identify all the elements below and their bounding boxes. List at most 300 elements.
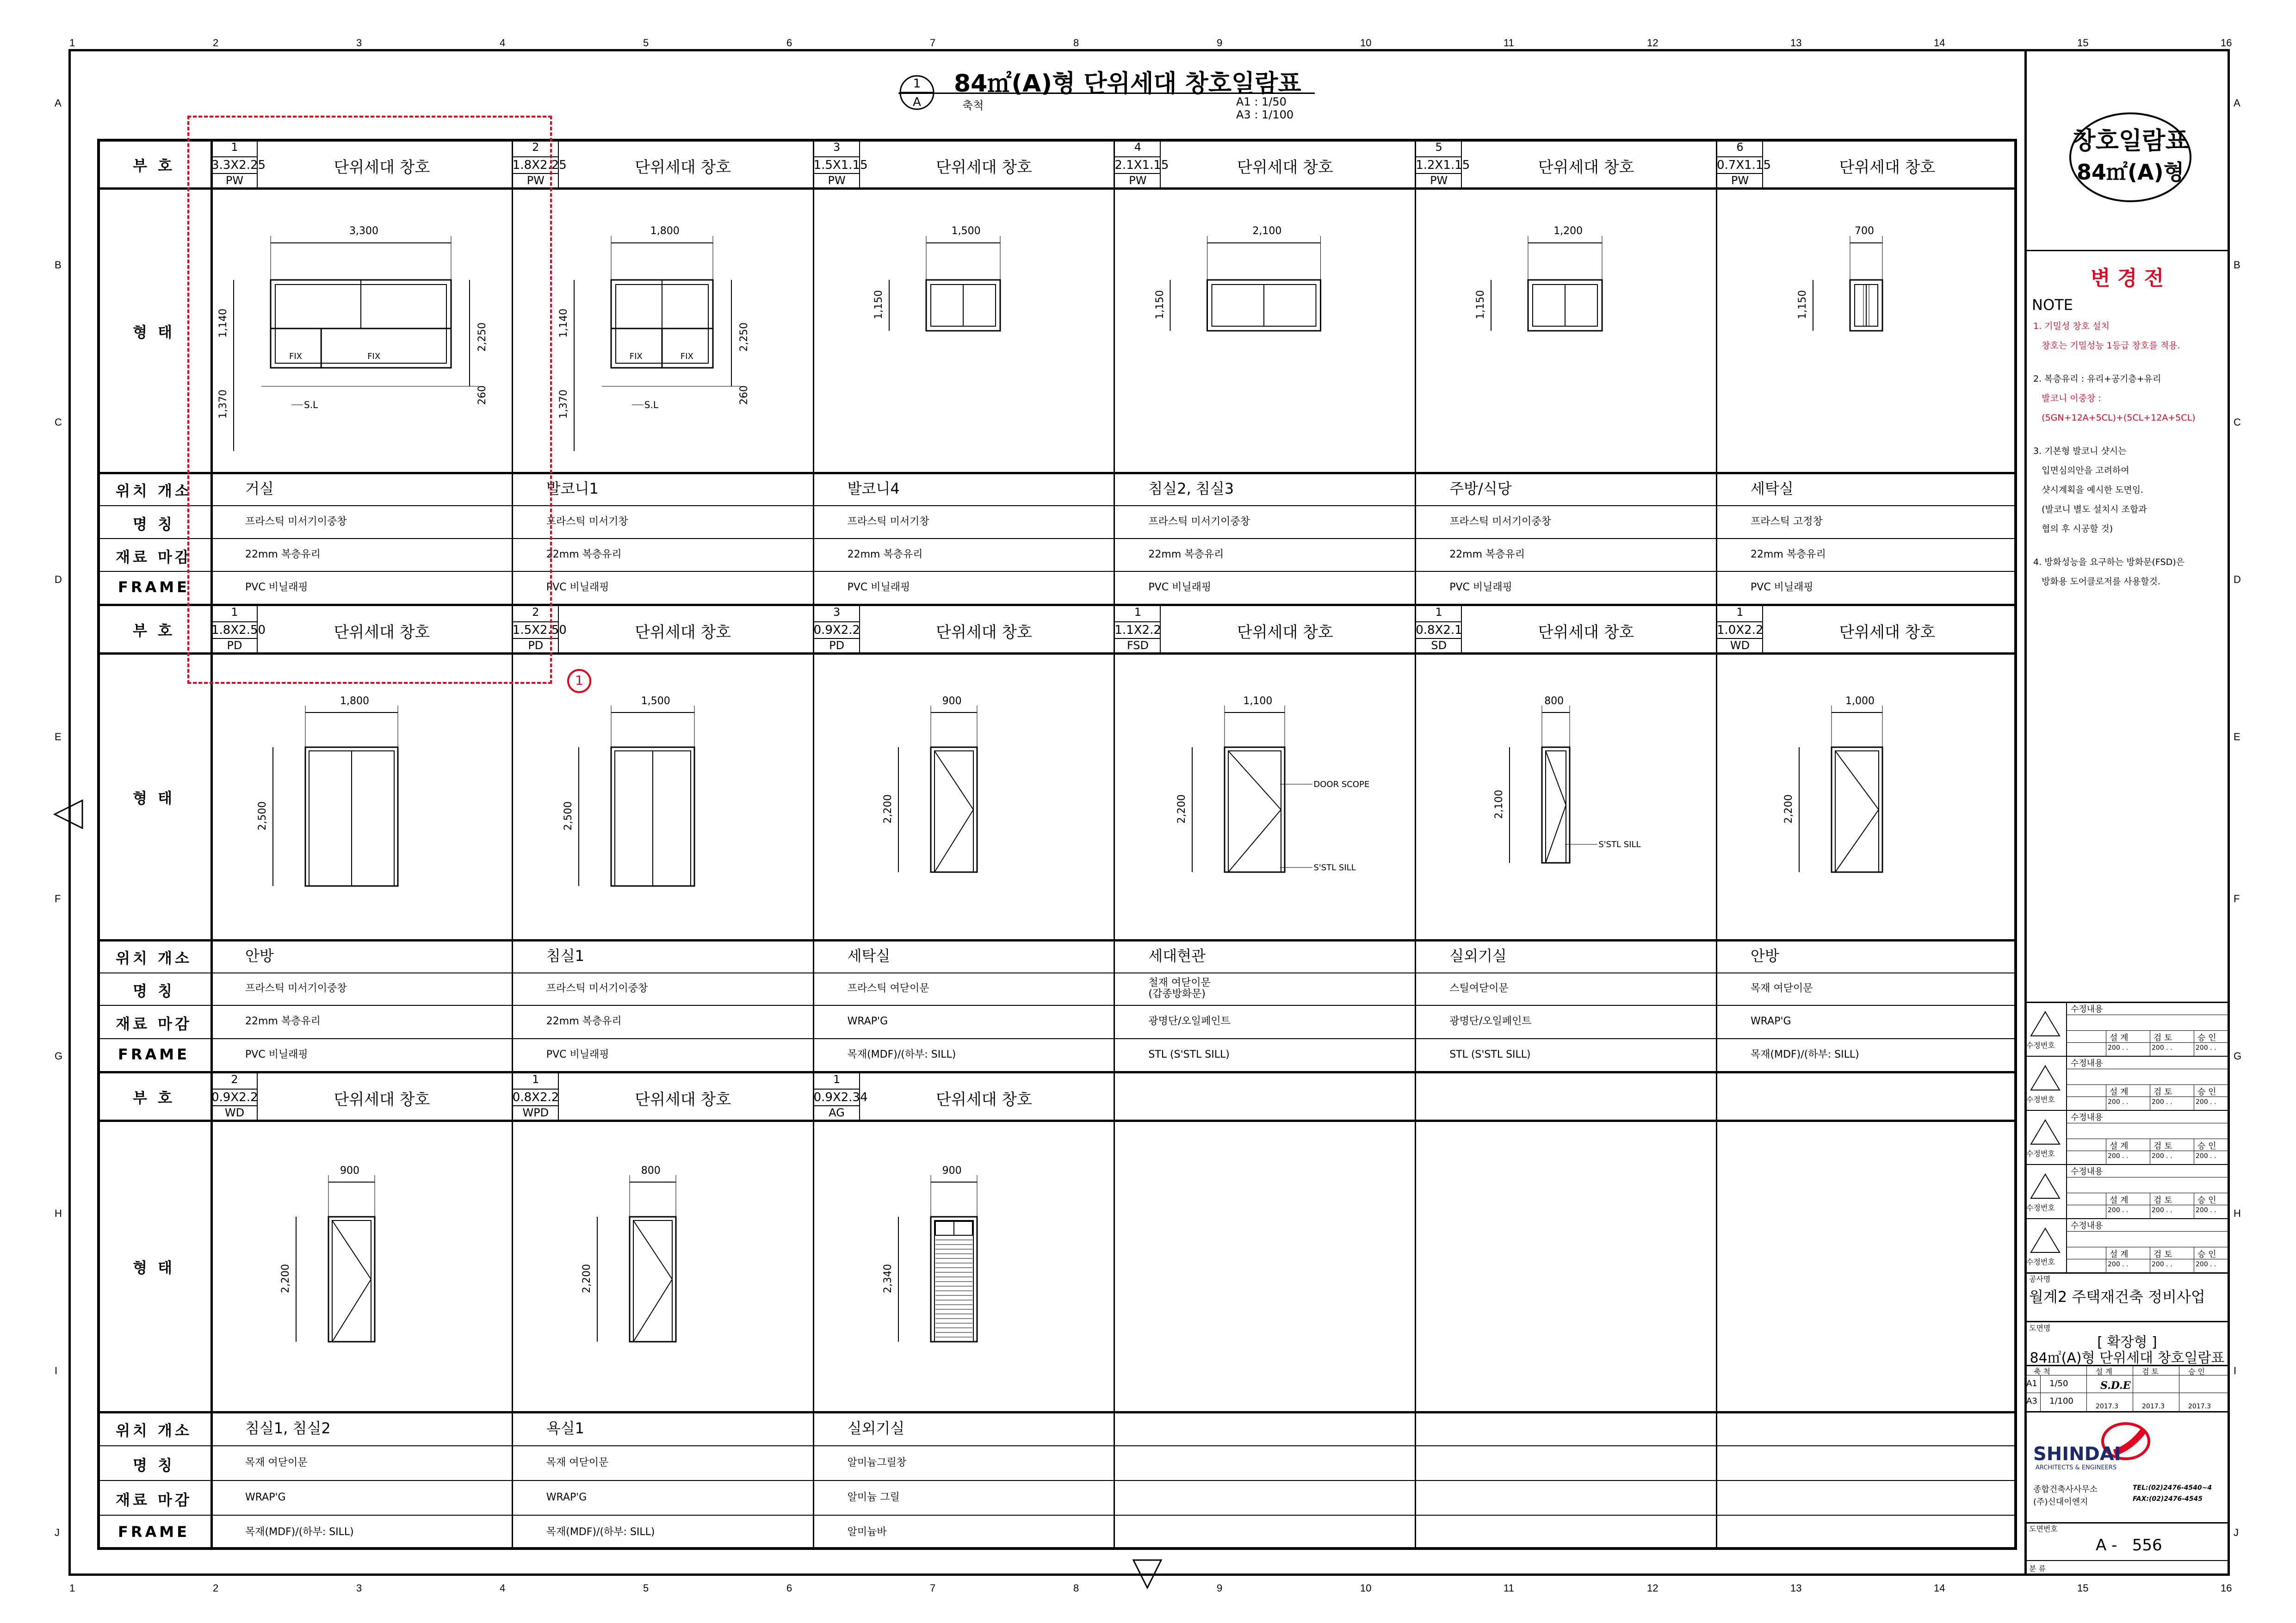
table-rule [1114,1071,1115,1550]
item-code-number: 3 [833,141,841,154]
dimension-label: 1,100 [1243,695,1273,707]
note-line: 입면심의안을 고려하여 [2033,465,2129,476]
item-location: 세탁실 [1751,480,1794,497]
item-frame: 알미늄바 [847,1526,887,1538]
item-frame: PVC 비닐래핑 [546,581,609,593]
drawing-line [1228,810,1281,872]
row-label-code: 부 호 [133,1089,175,1107]
item-drawing [512,1120,812,1411]
rule [2024,1321,2230,1322]
drawing-rect [934,1220,973,1342]
item-code-size: 0.7X1.15 [1717,156,1763,174]
dimension-label: 1,800 [650,225,680,237]
item-code-number: 6 [1736,141,1744,154]
company-name: SHINDAI [2033,1443,2121,1465]
revision-date: 200 . . [2196,1098,2216,1106]
grid-row-label: F [2234,893,2240,904]
revision-no-label: 수정번호 [2026,1041,2055,1050]
revision-col-label: 설 계 [2110,1033,2129,1043]
row-label-material: 재료 마감 [116,1491,192,1509]
dimension-label: 2,250 [738,322,750,352]
grid-col-label: 16 [2221,37,2232,49]
item-material: WRAP'G [1751,1016,1791,1027]
item-frame: PVC 비닐래핑 [847,581,910,593]
dimension-label: 2,500 [257,801,268,830]
row-label-location: 위치 개소 [116,1422,192,1439]
elevation-drawing [210,1120,511,1411]
dimension-label: 260 [477,385,488,405]
revision-col-label: 검 토 [2154,1250,2172,1259]
item-frame: 목재(MDF)/(하부: SILL) [245,1526,354,1538]
revision-date: 200 . . [2152,1261,2172,1268]
grid-col-label: 15 [2077,1582,2089,1594]
scale-header: 축 척 [2034,1367,2050,1376]
item-material: 22mm 복층유리 [245,548,321,560]
scale-a3-label: A3 [2026,1396,2037,1406]
item-drawing [1716,187,2017,472]
row-label-name: 명 칭 [133,982,175,1000]
dimension-label: DOOR SCOPE [1313,780,1370,789]
drawing-line [633,1220,672,1279]
row-label-code: 부 호 [133,621,175,639]
item-drawing [813,1120,1114,1411]
scale-header: 검 토 [2142,1367,2159,1376]
scale-a1-value: 1/50 [2049,1379,2068,1388]
drawing-line [934,751,973,810]
note-line: 협의 후 시공할 것) [2033,524,2113,534]
item-material: WRAP'G [847,1016,888,1027]
drawing-rect [1832,747,1882,872]
dimension-label: 2,200 [1783,794,1795,824]
table-rule [1716,1071,1717,1550]
drawing-line [332,1220,371,1279]
dimension-label: FIX [367,352,381,361]
item-code-number: 1 [1134,606,1142,619]
drawing-rect [1835,751,1879,872]
item-material: 알미늄 그릴 [847,1491,900,1503]
grid-row-label: J [55,1527,60,1538]
item-code [513,1072,559,1123]
item-header: 단위세대 창호 [1237,158,1333,177]
item-name: 철재 여닫이문 [1148,977,1211,989]
revision-date: 200 . . [2108,1261,2129,1268]
dimension-label: S'STL SILL [1313,863,1356,873]
table-rule [97,1038,2017,1039]
drawing-rect [1546,751,1566,863]
item-drawing [512,652,812,939]
item-code-number: 2 [532,606,539,619]
item-drawing [1114,187,1414,472]
dimension-label: 2,100 [1252,225,1282,237]
sheet-number: A - 556 [2096,1536,2162,1555]
grid-col-label: 8 [1073,1582,1079,1594]
grid-row-label: F [55,893,61,904]
item-code-size: 1.1X2.2 [1114,621,1161,639]
grid-row-label: A [55,97,62,109]
dimension-label: 260 [738,385,750,405]
revision-date: 200 . . [2108,1098,2129,1106]
item-name: 프라스틱 고정창 [1751,515,1823,527]
dimension-label: 1,500 [641,695,670,707]
dimension-label: 900 [942,1165,962,1177]
dimension-label: S.L [644,399,658,410]
table-rule [97,1480,2017,1481]
item-code-size: 0.9X2.34 [814,1089,860,1106]
drawing-line [1228,751,1281,810]
item-location: 침실1, 침실2 [245,1419,331,1437]
sign-date: 2017.3 [2188,1403,2211,1410]
table-rule [97,1515,2017,1516]
note-line: 3. 기본형 발코니 샷시는 [2033,446,2127,456]
item-code-type: WD [224,1106,245,1119]
grid-col-label: 14 [1934,37,1945,49]
drawing-rect [934,751,973,872]
item-location: 주방/식당 [1449,480,1512,497]
item-code [211,1072,258,1123]
dimension-label: FIX [289,352,302,361]
revision-label: 수정내용 [2071,1113,2103,1122]
revision-date: 200 . . [2108,1044,2129,1052]
revision-no-label: 수정번호 [2026,1258,2055,1266]
drawing-line [1546,805,1566,863]
drawing-rect [1228,751,1281,872]
grid-col-label: 4 [500,37,506,49]
dimension-label: S.L [304,399,318,410]
item-code-border [513,1072,559,1121]
grid-col-label: 9 [1217,1582,1223,1594]
revision-date: 200 . . [2152,1098,2172,1106]
revision-date: 200 . . [2196,1044,2216,1052]
revision-col-label: 검 토 [2154,1196,2172,1205]
center-mark-left-icon [55,800,82,828]
rule [2024,1272,2230,1274]
grid-row-label: D [2234,574,2241,585]
item-drawing [1716,652,2017,939]
drawing-line [1835,751,1879,810]
grid-row-label: I [2234,1365,2237,1376]
item-material: 광명단/오일페인트 [1148,1016,1231,1027]
dimension-label: 2,200 [1176,794,1188,824]
revision-col-label: 설 계 [2110,1141,2129,1151]
item-location: 세대현관 [1148,947,1206,965]
grid-row-label: B [55,259,62,271]
note-line: 창호는 기밀성능 1등급 창호를 적용. [2033,341,2180,351]
elevation-drawing [512,1120,812,1411]
item-code [1717,605,1763,656]
item-code-size: 0.9X2.2 [211,1089,258,1106]
scale-a1-label: A1 [2026,1379,2037,1388]
side-title-2: 84㎡(A)형 [2076,160,2185,185]
item-frame: PVC 비닐래핑 [1751,581,1813,593]
dimension-label: 2,340 [882,1264,894,1293]
table-rule [1415,1071,1416,1550]
table-rule [97,1445,2017,1446]
item-drawing [813,187,1114,472]
note-line: (5GN+12A+5CL)+(5CL+12A+5CL) [2033,413,2196,423]
dimension-label: 1,150 [873,290,885,319]
item-location: 발코니4 [847,480,900,497]
row-label-frame: FRAME [118,1045,190,1063]
item-code-size: 0.8X2.1 [1416,621,1462,639]
item-location: 침실1 [546,947,584,965]
drawing-line [332,1279,371,1342]
grid-row-label: H [55,1208,62,1219]
scale-a3-value: 1/100 [2049,1396,2073,1406]
category-label: 분 류 [2029,1564,2046,1573]
item-frame: 목재(MDF)/(하부: SILL) [847,1048,956,1060]
grid-row-label: J [2234,1527,2239,1538]
table-rule [97,1005,2017,1006]
grid-row-label: E [2234,731,2240,743]
item-header: 단위세대 창호 [1538,623,1634,642]
item-name: 프라스틱 미서기이중창 [546,983,648,994]
grid-col-label: 11 [1504,37,1514,49]
item-code-number: 2 [231,1073,238,1086]
item-material: WRAP'G [546,1491,587,1503]
item-code-size: 1.8X2.50 [211,621,258,639]
elevation-drawing [813,652,1114,939]
dimension-label: FIX [680,352,693,361]
item-material: 22mm 복층유리 [1751,548,1826,560]
item-frame: STL (S'STL SILL) [1449,1048,1531,1060]
company-subtitle: ARCHITECTS & ENGINEERS [2036,1464,2117,1471]
item-code [1416,605,1462,656]
firm-tel: TEL:(02)2476-4540~4 [2133,1484,2212,1492]
item-header: 단위세대 창호 [635,623,731,642]
grid-col-label: 6 [786,1582,792,1594]
rule [2024,1056,2230,1057]
grid-col-label: 6 [786,37,792,49]
item-name: 프라스틱 미서기창 [546,515,628,527]
firm-fax: FAX:(02)2476-4545 [2133,1495,2203,1503]
item-code-number: 1 [833,1073,841,1086]
grid-col-label: 14 [1934,1582,1945,1594]
revision-marker-num: 1 [575,673,583,688]
dimension-label: 1,140 [557,309,569,338]
revision-date: 200 . . [2196,1261,2216,1268]
revision-date: 200 . . [2108,1207,2129,1214]
item-location: 침실2, 침실3 [1148,480,1234,497]
row-label-shape: 형 태 [133,789,175,807]
sign-date: 2017.3 [2142,1403,2165,1410]
grid-row-label: A [2234,97,2240,109]
item-code [813,140,868,191]
item-code-size: 1.2X1.15 [1416,156,1462,174]
revision-triangle-icon [2029,1172,2061,1200]
item-code-number: 1 [231,141,238,154]
grid-col-label: 12 [1647,37,1659,49]
item-frame: PVC 비닐래핑 [1449,581,1512,593]
item-name: 프라스틱 미서기이중창 [1449,515,1551,527]
drawing-line [1546,751,1566,805]
grid-col-label: 1 [69,37,75,49]
item-code-border [1114,140,1161,188]
grid-col-label: 10 [1360,37,1372,49]
item-code-number: 5 [1435,141,1442,154]
revision-col-label: 승 인 [2197,1087,2216,1097]
drawing-line [934,810,973,872]
item-location: 발코니1 [546,480,599,497]
scale-header: 설 계 [2096,1367,2112,1376]
revision-date: 200 . . [2152,1044,2172,1052]
note-title: NOTE [2032,296,2073,314]
firm-name-2: (주)신대이엔지 [2033,1497,2088,1507]
revision-date: 200 . . [2196,1152,2216,1160]
item-header: 단위세대 창호 [1538,158,1634,177]
item-frame: 목재(MDF)/(하부: SILL) [1751,1048,1859,1060]
dimension-label: 1,500 [951,225,981,237]
project-label: 공사명 [2029,1275,2051,1283]
rule [2040,1375,2041,1411]
grid-col-label: 11 [1504,1582,1514,1594]
revision-col-label: 검 토 [2154,1033,2172,1043]
item-location: 안방 [1751,947,1779,965]
item-code-type: PW [225,174,244,187]
grid-row-label: C [55,416,62,428]
page-title: 84㎡(A)형 단위세대 창호일람표 [954,70,1301,98]
rule [2024,1110,2230,1111]
firm-name-1: 종합건축사사무소 [2033,1485,2098,1494]
rule [2066,1002,2067,1056]
item-code-border [814,605,860,653]
revision-label: 수정내용 [2071,1059,2103,1068]
rule [2066,1218,2067,1272]
item-code-type: PW [1129,174,1147,187]
change-header: 변 경 전 [2090,266,2164,290]
item-code-border [1717,140,1763,188]
rule [2024,1002,2230,1003]
revision-col-label: 검 토 [2154,1087,2172,1097]
dimension-label: S'STL SILL [1598,840,1641,849]
revision-col-label: 승 인 [2197,1250,2216,1259]
item-code-border [211,1072,258,1121]
dimension-label: 1,150 [1797,290,1808,319]
item-code [1416,140,1470,191]
scale-header: 승 인 [2188,1367,2205,1376]
item-name: 프라스틱 여닫이문 [847,983,929,994]
item-code-number: 1 [532,1073,539,1086]
grid-col-label: 2 [213,37,219,49]
drawing-rect [1225,747,1285,872]
item-code-border [1114,605,1161,653]
item-header: 단위세대 창호 [1839,158,1936,177]
dimension-label: 2,100 [1493,790,1505,819]
item-code-size: 1.0X2.2 [1717,621,1763,639]
item-name: 스틸여닫이문 [1449,983,1509,994]
grid-col-label: 12 [1647,1582,1659,1594]
grid-row-label: D [55,574,62,585]
dimension-label: 2,500 [562,801,574,830]
scale-label: 축척 [962,99,984,112]
item-frame: PVC 비닐래핑 [245,1048,308,1060]
item-name: 목재 여닫이문 [1751,983,1813,994]
row-label-name: 명 칭 [133,515,175,533]
item-header: 단위세대 창호 [635,1090,731,1109]
revision-triangle-icon [2029,1010,2061,1038]
revision-triangle-icon [2029,1064,2061,1092]
item-code-size: 2.1X1.15 [1114,156,1161,174]
side-title-1: 창호일람표 [2072,127,2189,155]
sign-date: 2017.3 [2096,1403,2118,1410]
revision-no-label: 수정번호 [2026,1149,2055,1158]
grid-col-label: 7 [930,1582,936,1594]
item-code-type: SD [1431,639,1447,652]
item-code-type: PD [829,639,845,652]
grid-row-label: H [2234,1208,2241,1219]
item-code [1717,140,1771,191]
scale-a1: A1 : 1/50 [1236,95,1287,108]
dimension-label: 1,150 [1154,290,1166,319]
revision-no-label: 수정번호 [2026,1203,2055,1212]
note-line: 2. 복층유리 : 유리+공기층+유리 [2033,374,2161,384]
rule [2066,1084,2230,1085]
item-code-size: 1.5X1.15 [814,156,860,174]
revision-col-label: 검 토 [2154,1141,2172,1151]
item-code-type: WD [1730,639,1750,652]
dimension-label: 2,200 [882,794,894,824]
note-line: 1. 기밀성 창호 설치 [2033,321,2110,331]
rule [2086,1365,2087,1411]
title-circle-letter: A [913,95,921,109]
item-code-border [814,140,860,188]
revision-triangle-icon [2029,1227,2061,1254]
drawing-name-1: [ 확장형 ] [2097,1334,2157,1350]
rule [2024,1218,2230,1219]
drawing-name-2: 84㎡(A)형 단위세대 창호일람표 [2030,1350,2225,1366]
item-drawing [1415,652,1715,939]
scale-a3: A3 : 1/100 [1236,108,1294,121]
grid-col-label: 7 [930,37,936,49]
item-material: 22mm 복층유리 [546,1016,622,1027]
item-code-type: AG [829,1106,845,1119]
item-drawing [1415,187,1715,472]
item-drawing [512,187,812,472]
revision-date: 200 . . [2152,1152,2172,1160]
grid-row-label: I [55,1365,58,1376]
item-material: 22mm 복층유리 [1148,548,1224,560]
drawing-rect [332,1220,371,1342]
grid-col-label: 4 [500,1582,506,1594]
item-code-number: 1 [1736,606,1744,619]
item-code-type: FSD [1126,639,1149,652]
item-code-border [1416,605,1462,653]
dimension-label: 2,250 [477,322,488,352]
rule [2024,1411,2230,1412]
revision-date: 200 . . [2108,1152,2129,1160]
row-label-name: 명 칭 [133,1456,175,1474]
item-code-border [1717,605,1763,653]
revision-col-label: 승 인 [2197,1033,2216,1043]
item-material: WRAP'G [245,1491,286,1503]
item-code-type: PW [526,174,545,187]
drawing-rect [630,1217,676,1342]
item-material: 22mm 복층유리 [546,548,622,560]
item-name: 알미늄그릴창 [847,1456,907,1468]
item-code-type: PD [227,639,242,652]
dimension-label: 900 [340,1165,359,1177]
revision-date: 200 . . [2196,1207,2216,1214]
item-drawing [210,1120,511,1411]
grid-row-label: G [2234,1050,2242,1062]
item-frame: PVC 비닐래핑 [546,1048,609,1060]
item-name: (갑종방화문) [1148,988,1206,1000]
item-header: 단위세대 창호 [334,158,430,177]
item-material: 광명단/오일페인트 [1449,1016,1532,1027]
item-code-number: 3 [833,606,841,619]
item-code-size: 0.9X2.2 [814,621,860,639]
project-name: 월계2 주택재건축 정비사업 [2029,1288,2205,1306]
item-frame: 목재(MDF)/(하부: SILL) [546,1526,655,1538]
